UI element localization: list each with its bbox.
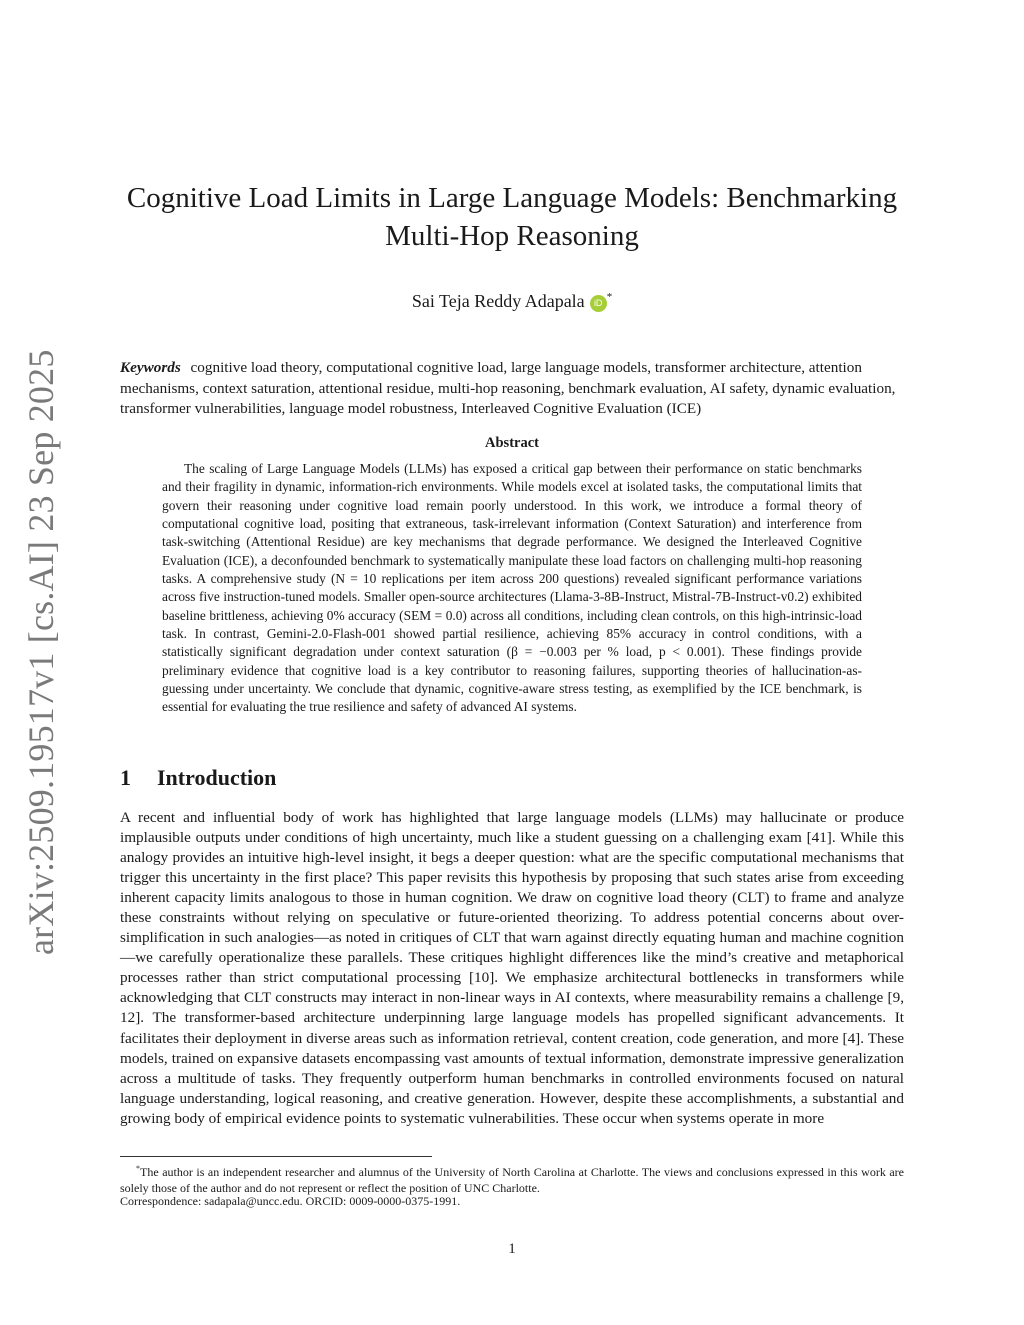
- keywords-text: cognitive load theory, computational cognitive load, large language models, transformer architecture, attention mechanisms, context saturation, attentional residue, multi-hop reasoning, benchmark evaluation, AI safety, dynamic evaluation, transformer vulnerabilities, language model robustness, Interleaved Cognitive Evaluation (ICE): [120, 359, 896, 417]
- introduction-body: A recent and influential body of work has highlighted that large language models (LLMs) may hallucinate or produce implausible outputs under conditions of high uncertainty, much like a student guessing on a challenging exam [41]. While this analogy provides an intuitive high-level insight, it begs a deeper question: what are the specific computational mechanisms that trigger this uncertainty in the first place? This paper revisits this hypothesis by proposing that such states arise from exceeding inherent capacity limits analogous to those in human cognition. We draw on cognitive load theory (CLT) to frame and analyze these constraints without relying on speculative or future-oriented theorizing. To address potential concerns about over-simplification in such analogies—as noted in critiques of CLT that warn against directly equating human and machine cognition—we carefully operationalize these parallels. These critiques highlight differences like the mind’s creative and metaphorical processes rather than strict computational processing [10]. We emphasize architectural bottlenecks in transformers while acknowledging that CLT constructs may interact in non-linear ways in AI contexts, where measurability remains a challenge [9, 12]. The transformer-based architecture underpinning large language models has propelled significant advancements. It facilitates their deployment in diverse areas such as information retrieval, content creation, code generation, and more [4]. These models, trained on expansive datasets encompassing vast amounts of textual information, demonstrate impressive generalization across a multitude of tasks. They frequently outperform human benchmarks in controlled environments focused on natural language understanding, logical reasoning, and creative generation. However, despite these accomplishments, a substantial and growing body of empirical evidence points to systematic vulnerabilities. These occur when systems operate in more: [120, 809, 904, 1127]
- abstract-heading: Abstract: [485, 435, 539, 451]
- section-title: Introduction: [157, 765, 277, 790]
- section-heading-introduction: [120, 764, 276, 792]
- arxiv-identifier-stamp: arXiv:2509.19517v1 [cs.AI] 23 Sep 2025: [21, 349, 61, 955]
- author-name: Sai Teja Reddy Adapala: [411, 291, 585, 311]
- section-number: 1: [120, 765, 131, 790]
- author-footnote: [120, 1161, 904, 1196]
- abstract-body: The scaling of Large Language Models (LLMs) has exposed a critical gap between their performance on static benchmarks and their fragility in dynamic, information-rich environments. While models excel at isolated tasks, the computational limits that govern their reasoning under cognitive load remain poorly understood. In this work, we introduce a formal theory of computational cognitive load, positing that extraneous, task-irrelevant information (Context Saturation) and interference from task-switching (Attentional Residue) are key mechanisms that degrade performance. We designed the Interleaved Cognitive Evaluation (ICE), a deconfounded benchmark to systematically manipulate these load factors on challenging multi-hop reasoning tasks. A comprehensive study (N = 10 replications per item across 200 questions) revealed significant performance variations across five instruction-tuned models. Smaller open-source architectures (Llama-3-8B-Instruct, Mistral-7B-Instruct-v0.2) exhibited baseline brittleness, achieving 0% accuracy (SEM = 0.0) across all conditions, including clean controls, on this high-intrinsic-load task. In contrast, Gemini-2.0-Flash-001 showed partial resilience, achieving 85% accuracy in control conditions, with a statistically significant degradation under context saturation (β = −0.003 per % load, p < 0.001). These findings provide preliminary evidence that cognitive load is a key contributor to reasoning failures, supporting theories of hallucination-as-guessing under uncertainty. We conclude that dynamic, cognitive-aware stress testing, as exemplified by the ICE benchmark, is essential for evaluating the true resilience and safety of advanced AI systems.: [162, 461, 862, 715]
- correspondence-line: Correspondence: sadapala@uncc.edu. ORCID: 0009-0000-0375-1991.: [120, 1194, 461, 1208]
- author-footnote-mark: *: [606, 291, 613, 303]
- orcid-icon[interactable]: iD: [590, 295, 607, 312]
- keywords-block: [120, 358, 904, 420]
- paper-title: Cognitive Load Limits in Large Language Models: Benchmarking Multi-Hop Reasoning: [126, 182, 898, 252]
- footnote-mark: *: [136, 1164, 140, 1173]
- footnote-divider: [120, 1156, 432, 1157]
- author-line: [0, 285, 1024, 313]
- keywords-label: Keywords: [120, 359, 181, 376]
- page-number: 1: [508, 1241, 516, 1257]
- footnote-text: The author is an independent researcher and alumnus of the University of North Carolina at Charlotte. The views and conclusions expressed in this work are solely those of the author and do not represent or reflect the position of UNC Charlotte.: [120, 1165, 904, 1195]
